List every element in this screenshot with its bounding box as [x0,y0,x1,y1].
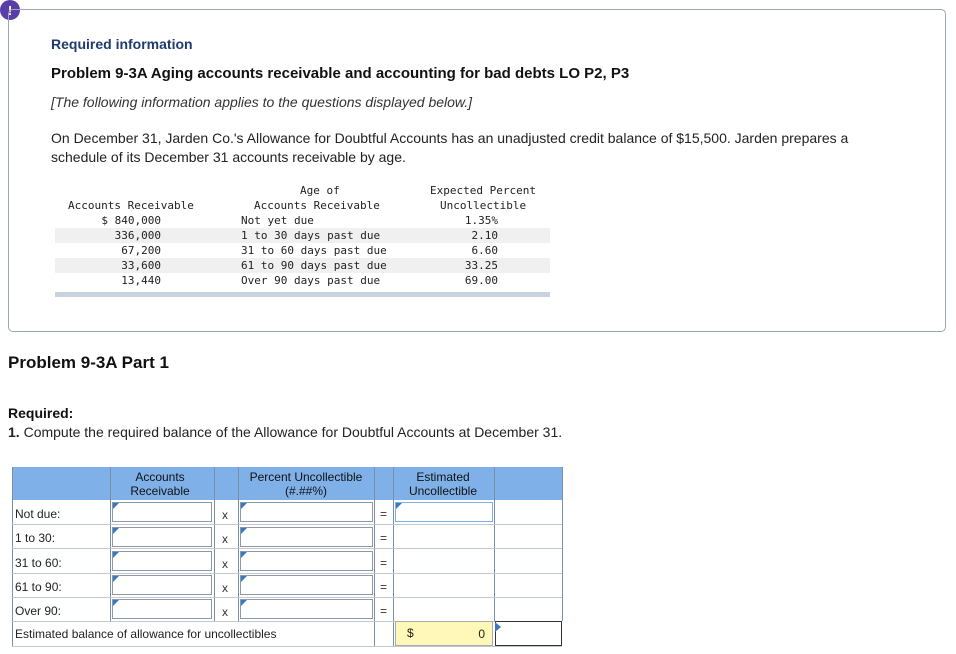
table-bottom-rule [55,292,550,297]
input-flag-icon [113,552,119,558]
row-label-61-to-90: 61 to 90: [15,580,62,594]
ar-input-not-due[interactable] [112,502,212,522]
percent-input-over-90[interactable] [240,599,373,619]
column-header-accounts-receivable: Accounts Receivable [130,470,190,498]
ar-amount: 33,600 [121,259,161,272]
row-label-1-to-30: 1 to 30: [15,531,56,545]
ar-age: Not yet due [241,214,314,227]
grid-line [12,524,562,525]
row-label-31-to-60: 31 to 60: [15,556,62,570]
problem-title: Problem 9-3A Aging accounts receivable and accounting for bad debts LO P2, P3 [51,65,630,82]
ar-percent: 2.10 [471,229,498,242]
input-flag-icon [113,528,119,534]
column-header-estimated-uncollectible: Estimated Uncollectible [408,470,478,498]
table-row [55,258,550,273]
equals-sign: = [380,531,388,545]
ar-percent: 33.25 [464,259,498,272]
ar-percent: 69.00 [464,274,498,287]
ar-amount: 13,440 [121,274,161,287]
header-age-line2: Accounts Receivable [254,199,380,212]
following-note: [The following information applies to the questions displayed below.] [51,94,473,110]
question-text [8,424,562,440]
required-information-heading: Required information [51,36,193,52]
aging-schedule-table [55,183,550,297]
grid-line [12,597,562,598]
required-label: Required: [8,405,74,421]
question-body: Compute the required balance of the Allowance for Doubtful Accounts at December 31. [19,424,563,440]
percent-input-1-to-30[interactable] [240,527,373,547]
grid-line [393,467,394,646]
times-sign: x [222,508,228,522]
currency-symbol: $ [407,626,414,640]
ar-input-61-to-90[interactable] [112,575,212,595]
header-percent-line1: Expected Percent [430,184,536,197]
ar-amount: $ 840,000 [101,214,161,227]
worksheet-header [12,467,562,500]
intro-text: On December 31, Jarden Co.'s Allowance for Doubtful Accounts has an unadjusted credit balance of $15,500. Jarden prepares a schedule of its December 31 accounts receivable by age. [51,130,849,165]
input-flag-icon [241,503,247,509]
ar-age: 31 to 60 days past due [241,244,387,257]
grid-line [562,467,563,621]
input-flag-icon [241,600,247,606]
times-sign: x [222,605,228,619]
input-flag-icon [241,552,247,558]
grid-line [374,467,375,646]
table-row [55,273,550,288]
header-age-line1: Age of [300,184,340,197]
ar-amount: 336,000 [114,229,161,242]
header-percent-line2: Uncollectible [440,199,527,212]
ar-age: 1 to 30 days past due [241,229,381,242]
ar-input-31-to-60[interactable] [112,551,212,571]
part-title: Problem 9-3A Part 1 [8,353,169,372]
row-label-over-90: Over 90: [15,604,62,618]
equals-sign: = [380,507,388,521]
ar-age: Over 90 days past due [241,274,381,287]
ar-input-1-to-30[interactable] [112,527,212,547]
input-flag-icon [241,528,247,534]
grid-line [12,646,562,647]
input-flag-icon [113,503,119,509]
grid-line [12,548,562,549]
total-extra-input[interactable] [495,621,562,646]
aging-header [55,183,550,213]
input-flag-icon [241,576,247,582]
estimated-input-not-due[interactable] [395,502,493,522]
times-sign: x [222,532,228,546]
total-value: 0 [478,627,485,641]
row-label-not-due: Not due: [15,507,61,521]
alert-icon: ! [0,0,20,20]
table-row [55,228,550,243]
percent-input-not-due[interactable] [240,502,373,522]
input-flag-icon [113,576,119,582]
total-row-label: Estimated balance of allowance for uncollectibles [15,627,277,641]
question-number: 1. [8,424,20,440]
input-flag-icon [113,600,119,606]
grid-line [12,573,562,574]
percent-input-31-to-60[interactable] [240,551,373,571]
table-row [55,243,550,258]
ar-input-over-90[interactable] [112,599,212,619]
ar-percent: 6.60 [471,244,498,257]
input-flag-icon [495,622,501,632]
ar-percent: 1.35% [464,214,498,227]
grid-line [12,467,13,646]
equals-sign: = [380,580,388,594]
percent-input-61-to-90[interactable] [240,575,373,595]
table-row [55,213,550,228]
ar-age: 61 to 90 days past due [241,259,387,272]
input-flag-icon [396,503,402,509]
equals-sign: = [380,604,388,618]
ar-amount: 67,200 [121,244,161,257]
times-sign: x [222,557,228,571]
times-sign: x [222,581,228,595]
equals-sign: = [380,556,388,570]
column-header-percent-uncollectible: Percent Uncollectible (#.##%) [249,470,363,498]
header-accounts-receivable: Accounts Receivable [68,199,194,212]
